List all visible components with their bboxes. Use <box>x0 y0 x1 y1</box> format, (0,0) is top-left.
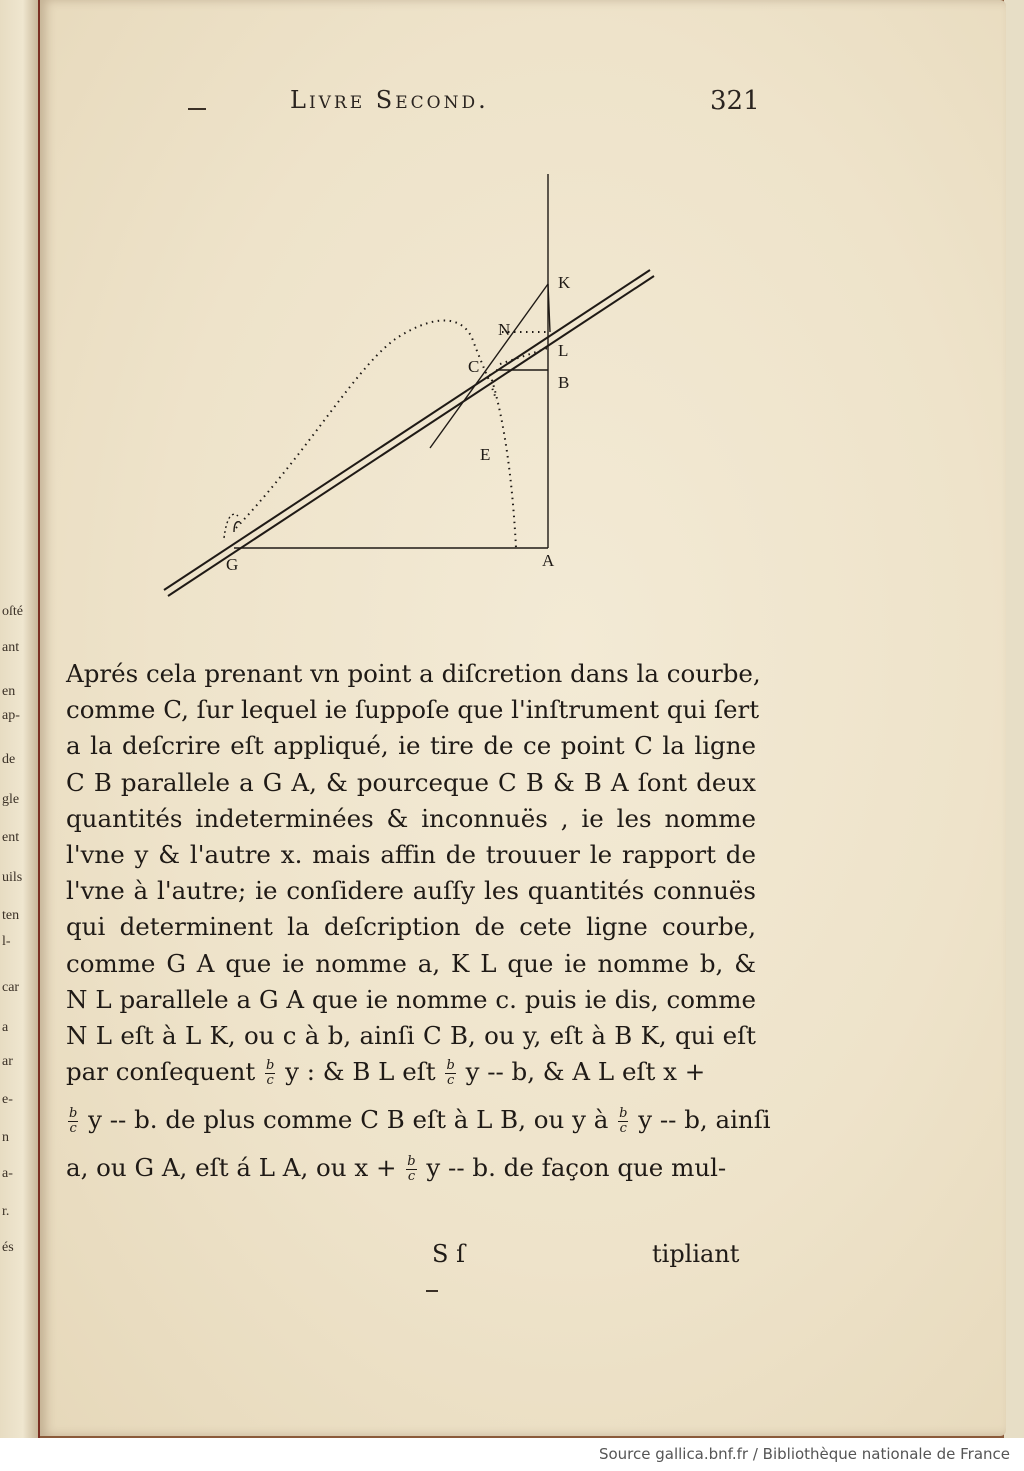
margin-fragment: ten <box>2 908 20 923</box>
ruler-edge-upper <box>164 270 650 590</box>
formula-text: a, ou G A, eſt á L A, ou x + <box>66 1153 397 1183</box>
text-line: comme C, ſur lequel ie ſuppoſe que l'inſtrument qui ſert <box>66 695 760 725</box>
margin-fragment: ent <box>2 830 20 845</box>
text-line: l'vne y & l'autre x. mais affin de trouuer le rapport de <box>66 839 756 869</box>
formula-line <box>66 1150 756 1198</box>
formula-line <box>66 1054 756 1102</box>
fraction-b-over-c <box>265 1059 275 1088</box>
fraction-numerator: b <box>446 1058 455 1074</box>
formula-text: y -- b, & A L eſt x + <box>465 1057 706 1087</box>
formula-text: y -- b, ainſi <box>638 1105 771 1135</box>
fraction-b-over-c <box>68 1107 78 1136</box>
text-line: C B parallele a G A, & pourceque C B & B A ſont deux <box>66 767 756 797</box>
text-line: Aprés cela prenant vn point a diſcretion dans la courbe, <box>66 659 761 688</box>
body-text <box>66 656 771 1198</box>
label-b: B <box>558 373 570 392</box>
margin-fragment: r. <box>2 1204 10 1219</box>
fraction-numerator: b <box>69 1106 78 1122</box>
label-n: N <box>498 320 511 339</box>
text-line: comme G A que ie nomme a, K L que ie nomme b, & <box>66 948 756 978</box>
label-c: C <box>468 357 480 376</box>
margin-fragment: ap- <box>2 708 20 723</box>
text-line: qui determinent la deſcription de cete ligne courbe, <box>66 912 756 942</box>
text-line: a la deſcrire eſt appliqué, ie tire de ce point C la ligne <box>66 731 756 761</box>
margin-fragment: l- <box>2 934 11 949</box>
text-line: l'vne à l'autre; ie conſidere auſſy les quantités connuës <box>66 876 756 906</box>
line-nk <box>430 284 548 448</box>
fraction-denominator: c <box>407 1169 416 1185</box>
signature-mark: S ſ <box>432 1240 465 1268</box>
label-k: K <box>558 273 571 292</box>
margin-fragment: és <box>2 1240 14 1255</box>
dotted-curve-ellipse-arc <box>490 374 516 548</box>
geometric-figure <box>140 150 700 610</box>
page-number: 321 <box>710 86 760 116</box>
label-a: A <box>542 551 555 570</box>
margin-fragment: a- <box>2 1166 13 1181</box>
formula-text: y -- b. de plus comme C B eſt à L B, ou y à <box>88 1105 609 1135</box>
fraction-b-over-c <box>445 1059 455 1088</box>
margin-fragment: uils <box>2 870 23 885</box>
formula-text: y : & B L eſt <box>285 1057 436 1087</box>
formula-text: par conſequent <box>66 1057 256 1087</box>
margin-fragment: ant <box>2 640 20 655</box>
ornament-dash <box>188 108 206 110</box>
formula-line <box>66 1102 771 1150</box>
source-credit-text: Source gallica.bnf.fr / Bibliothèque nationale de France <box>598 1445 1010 1463</box>
guide-hook <box>234 522 240 532</box>
label-g: G <box>226 555 239 574</box>
margin-fragment: de <box>2 752 16 767</box>
source-credit-footer <box>0 1438 1024 1471</box>
fraction-denominator: c <box>266 1073 274 1089</box>
fraction-numerator: b <box>619 1106 628 1122</box>
margin-fragment: n <box>2 1130 9 1145</box>
fraction-denominator: c <box>69 1121 77 1137</box>
fraction-numerator: b <box>407 1154 416 1170</box>
margin-fragment: oſté <box>2 604 23 619</box>
margin-fragment: car <box>2 980 20 995</box>
fraction-b-over-c <box>618 1107 628 1136</box>
formula-text: y -- b. de façon que mul- <box>426 1153 727 1183</box>
ornament-dash-bottom <box>426 1290 438 1292</box>
fraction-denominator: c <box>446 1073 455 1089</box>
text-line: N L parallele a G A que ie nomme c. puis ie dis, comme <box>66 984 756 1014</box>
margin-fragment: en <box>2 684 16 699</box>
dotted-curve-hyperbola <box>236 320 496 528</box>
margin-fragment: ar <box>2 1054 13 1069</box>
margin-fragment: gle <box>2 792 20 807</box>
fraction-b-over-c <box>406 1155 416 1184</box>
previous-page-edge <box>0 0 40 1438</box>
running-head: Livre Second. <box>290 86 489 114</box>
label-e: E <box>480 445 491 464</box>
margin-fragment: a <box>2 1020 9 1035</box>
catchword: tipliant <box>652 1240 740 1268</box>
fraction-denominator: c <box>619 1121 627 1137</box>
curve-start <box>224 514 238 538</box>
fraction-numerator: b <box>266 1058 275 1074</box>
text-line: N L eſt à L K, ou c à b, ainſi C B, ou y, eſt à B K, qui eſt <box>66 1020 756 1050</box>
label-l: L <box>558 341 569 360</box>
right-page-edge <box>1004 0 1024 1438</box>
text-line: quantités indeterminées & inconnuës , ie les nomme <box>66 803 756 833</box>
margin-fragment: e- <box>2 1092 13 1107</box>
